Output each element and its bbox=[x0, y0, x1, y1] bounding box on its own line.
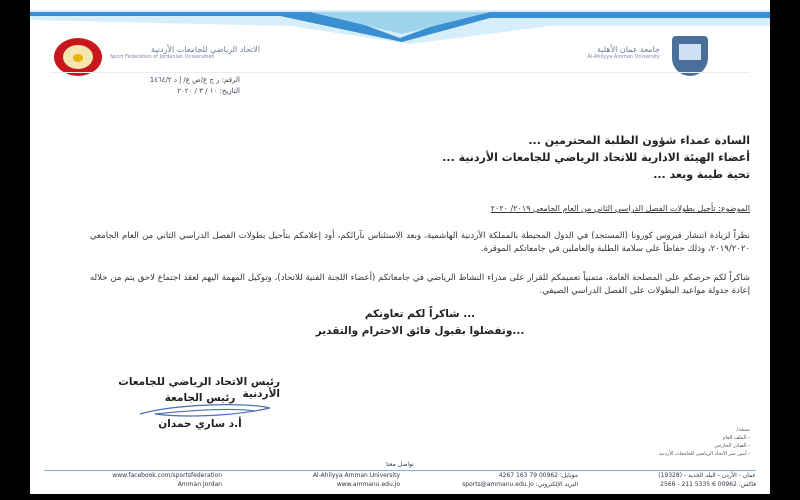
federation-name-en: Sport Federation of Jordanian Universities bbox=[110, 54, 215, 60]
cc-item: - أمين سر الاتحاد الرياضي للجامعات الأردنية bbox=[659, 451, 750, 457]
university-name-en: Al-Ahliyya Amman University bbox=[587, 54, 660, 60]
footer-email[interactable]: البريد الإلكتروني: sports@ammanu.edu.jo bbox=[462, 481, 578, 488]
footer-contacts-2 bbox=[44, 481, 756, 489]
cc-list bbox=[590, 426, 750, 458]
cc-item: - الملف العام bbox=[722, 435, 750, 441]
closing-regards: وتفضلوا بقبول فائق الاحترام والتقدير... bbox=[315, 325, 525, 337]
closing-thanks: شاكراً لكم تعاونكم ... bbox=[364, 308, 476, 320]
cc-item: - الصادر الخارجي bbox=[714, 443, 750, 449]
footer-mobile: موبايل: 00962 79 163 4267 bbox=[498, 472, 578, 479]
addressee-line: السادة عمداء شؤون الطلبة المحترمين ... bbox=[528, 134, 750, 147]
letter-date: التاريخ: ١٠ / ٣ / ٢٠٢٠ bbox=[177, 87, 240, 95]
footer-title: تواصل معنا bbox=[386, 461, 414, 468]
federation-logo bbox=[54, 38, 102, 76]
paragraph: نظراً لزيادة انتشار فيروس كورونا (المستجد) في الدول المحيطة بالمملكة الأردنية الهاشمية، وبعد الاستئناس بآرائكم، أود إعلامكم بتأجيل بطولات الفصل الدراسي الثاني من العام الجامعي ٢٠١٩/٢٠٢٠، وذلك حفاظاً على سلامة الطلبة والعاملين في جامعاتكم الموقرة. bbox=[90, 231, 750, 254]
footer-fax: فاكس: 00962 6 5335 211 - 2566 bbox=[660, 481, 756, 488]
signatory-name: أ.د ساري حمدان bbox=[158, 418, 242, 430]
signature-title: رئيس الاتحاد الرياضي للجامعات الأردنية bbox=[118, 376, 280, 400]
letter-page bbox=[30, 0, 770, 494]
university-logo bbox=[672, 36, 708, 76]
signature-title-president: رئيس الجامعة bbox=[164, 392, 236, 404]
addressee-line: أعضاء الهيئة الادارية للاتحاد الرياضي للجامعات الأردنية ... bbox=[442, 151, 750, 164]
federation-name-ar: الاتحاد الرياضي للجامعات الأردنية bbox=[151, 45, 260, 54]
footer-location: Amman Jordan bbox=[177, 481, 222, 488]
header-banner bbox=[30, 6, 770, 46]
footer-address: عمان - الأردن - البلد الجديد - (19328) bbox=[658, 472, 756, 479]
addressees bbox=[230, 132, 750, 183]
header-divider bbox=[50, 72, 750, 73]
university-name-ar: جامعة عمان الأهلية bbox=[597, 45, 660, 54]
subject-line: الموضوع: تأجيل بطولات الفصل الدراسي الثاني من العام الجامعي ٢٠١٩/ ٢٠٢٠ bbox=[490, 204, 750, 213]
footer-contacts bbox=[44, 472, 756, 480]
footer-university: Al-Ahliyya Amman University bbox=[312, 472, 400, 479]
reference-number: الرقم: ر ج ع/ص ع/ إ د 1٤٦٤/٢ bbox=[149, 76, 240, 84]
cc-label: نسخة/ bbox=[736, 427, 750, 433]
footer-website[interactable]: www.ammanu.edu.jo bbox=[336, 481, 400, 488]
footer-facebook[interactable]: www.facebook.com/sportsfederation bbox=[112, 472, 222, 479]
paragraph: شاكراً لكم حرصكم على المصلحة العامة، متمنياً تعميمكم للقرار على مدراء النشاط الرياضي في جامعاتكم (أعضاء اللجنة الفنية للاتحاد)، وتوكيل المهمة اليهم لعقد اجتماع لاحق يتم من خلاله إعادة جدولة مواعيد البطولات على الفصل الدراسي الصيفي. bbox=[90, 273, 750, 296]
addressee-line: تحية طيبة وبعد ... bbox=[653, 168, 750, 181]
